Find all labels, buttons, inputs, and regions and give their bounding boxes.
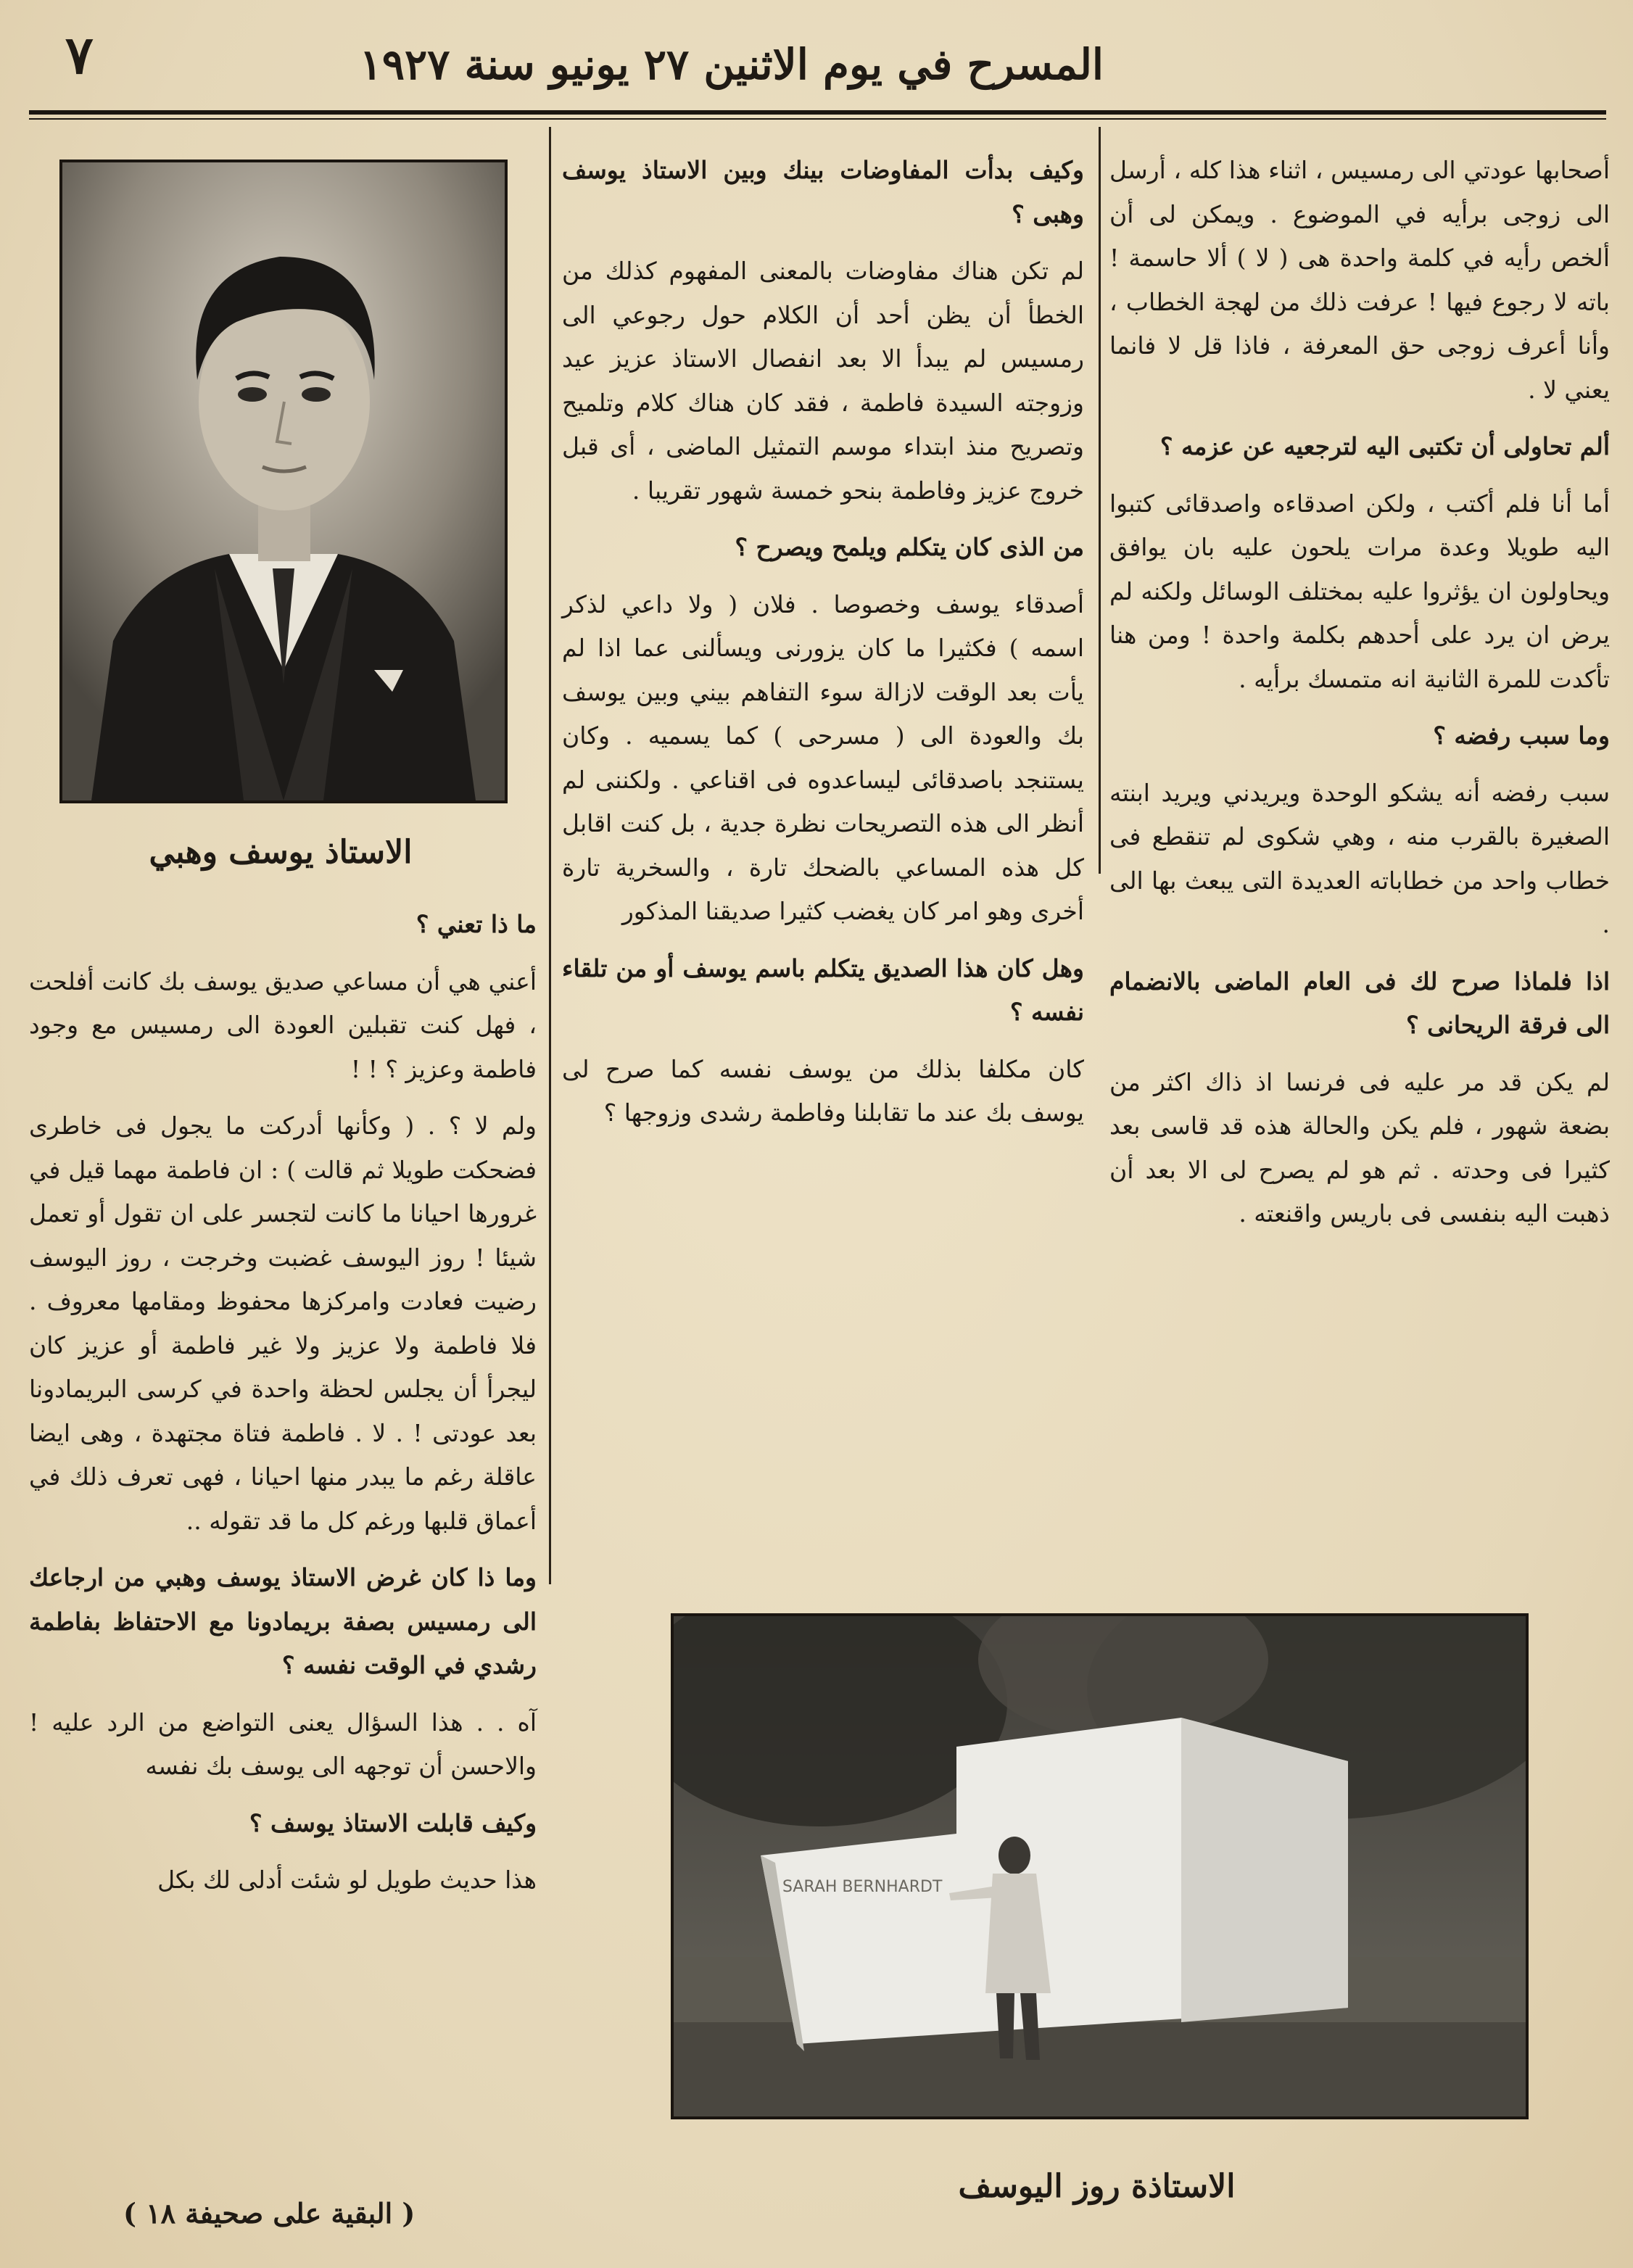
- article-column-right: [1109, 149, 1610, 1249]
- paragraph-middle: لم تكن هناك مفاوضات بالمعنى المفهوم كذلك من الخطأ أن يظن أحد أن الكلام حول رجوعي الى رمسيس لم يبدأ الا بعد انفصال الاستاذ عزيز عيد وزوجته السيدة فاطمة ، فقد كان هناك كلام وتلميح وتصريح منذ ابتداء موسم التمثيل الماضى ، أى قبل خروج عزيز وفاطمة بنحو خمسة شهور تقريبا .: [562, 257, 1084, 505]
- paragraph-middle: أصدقاء يوسف وخصوصا . فلان ( ولا داعي لذكر اسمه ) فكثيرا ما كان يزورنى ويسألنى عما اذا لم يأت بعد الوقت لازالة سوء التفاهم بيني وبين يوسف بك والعودة الى ( مسرحى ) كما يسميه . وكان يستنجد باصدقائى ليساعدوه فى اقناعي . ولكننى لم أنظر الى هذه التصريحات نظرة جدية ، بل كنت اقابل كل هذه المساعي بالضحك تارة ، والسخرية تارة أخرى وهو امر كان يغضب كثيرا صديقنا المذكور: [562, 589, 1084, 925]
- paragraph-right: وما سبب رفضه ؟: [1433, 721, 1610, 750]
- paragraph-left: ما ذا تعني ؟: [416, 910, 537, 938]
- article-column-left: [29, 903, 537, 1916]
- paragraph-middle: وهل كان هذا الصديق يتكلم باسم يوسف أو من تلقاء نفسه ؟: [562, 953, 1084, 1026]
- paragraph-middle: وكيف بدأت المفاوضات بينك وبين الاستاذ يوسف وهبى ؟: [562, 156, 1084, 228]
- page-number: ٧: [65, 24, 94, 86]
- paragraph-left: هذا حديث طويل لو شئت أدلى لك بكل: [157, 1866, 537, 1894]
- paragraph-left: آه . . هذا السؤال يعنى التواضع من الرد عليه ! والاحسن أن توجهه الى يوسف بك نفسه: [29, 1708, 537, 1780]
- tomb-photo: [671, 1613, 1529, 2119]
- column-divider-left: [549, 127, 551, 1584]
- paragraph-right: سبب رفضه أنه يشكو الوحدة ويريدني ويريد ابنته الصغيرة بالقرب منه ، وهي شكوى لم تنقطع فى خطاب واحد من خطاباته العديدة التى يبعث بها الى .: [1109, 778, 1610, 938]
- paragraph-right: ألم تحاولى أن تكتبى اليه لترجعيه عن عزمه ؟: [1159, 432, 1610, 460]
- portrait-photo: [59, 160, 508, 803]
- paragraph-left: وكيف قابلت الاستاذ يوسف ؟: [249, 1808, 537, 1837]
- paragraph-middle: كان مكلفا بذلك من يوسف نفسه كما صرح لى يوسف بك عند ما تقابلنا وفاطمة رشدى وزوجها ؟: [562, 1054, 1084, 1127]
- paragraph-right: أما أنا فلم أكتب ، ولكن اصدقاءه واصدقائى كتبوا اليه طويلا وعدة مرات يلحون عليه بان يوافق ويحاولون ان يؤثروا عليه بمختلف الوسائل ولكنه لم يرض ان يرد على أحدهم بكلمة واحدة ! ومن هنا تأكدت للمرة الثانية انه متمسك برأيه .: [1109, 489, 1610, 693]
- header-rule-thin: [29, 118, 1606, 120]
- tomb-caption: الاستاذة روز اليوسف: [958, 2168, 1236, 2205]
- paragraph-right: اذا فلماذا صرح لك فى العام الماضى بالانضمام الى فرقة الريحانى ؟: [1109, 967, 1610, 1039]
- header-rule: [29, 110, 1606, 115]
- tomb-illustration: [674, 1616, 1526, 2116]
- header-title: المسرح في يوم الاثنين ٢٧ يونيو سنة ١٩٢٧: [359, 40, 1104, 89]
- paragraph-right: لم يكن قد مر عليه فى فرنسا اذ ذاك اكثر من بضعة شهور ، فلم يكن والحالة هذه قد قاسى بعد كثيرا فى وحدته . ثم هو لم يصرح لى الا بعد أن ذهبت اليه بنفسى فى باريس واقنعته .: [1109, 1067, 1610, 1228]
- tomb-inscription: SARAH BERNHARDT: [782, 1878, 943, 1896]
- paragraph-left: ولم لا ؟ . ( وكأنها أدركت ما يجول فى خاطرى فضحكت طويلا ثم قالت ) : ان فاطمة مهما قيل في غرورها احيانا ما كانت لتجسر على ان تقول أو تعمل شيئا ! روز اليوسف غضبت وخرجت ، روز اليوسف رضيت فعادت وامركزها محفوظ ومقامها معروف . فلا فاطمة ولا عزيز ولا غير فاطمة أو عزيز كان ليجرأ أن يجلس لحظة واحدة في كرسى البريمادونا بعد عودتى ! . لا . فاطمة فتاة مجتهدة ، وهى ايضا عاقلة رغم ما يبدر منها احيانا ، فهى تعرف ذلك في أعماق قلبها ورغم كل ما قد تقوله ..: [29, 1112, 537, 1535]
- continued-note: ( البقية على صحيفة ١٨ ): [123, 2197, 416, 2230]
- paragraph-right: أصحابها عودتي الى رمسيس ، اثناء هذا كله ، أرسل الى زوجى برأيه في الموضوع . ويمكن لى أن ألخص رأيه في كلمة واحدة هى ( لا ) ألا حاسمة ! باته لا رجوع فيها ! عرفت ذلك من لهجة الخطاب ، وأنا أعرف زوجى حق المعرفة ، فاذا قل لا فانما يعني لا .: [1109, 156, 1610, 404]
- paragraph-left: وما ذا كان غرض الاستاذ يوسف وهبي من ارجاعك الى رمسيس بصفة بريمادونا مع الاحتفاظ بفاطمة رشدي في الوقت نفسه ؟: [29, 1563, 537, 1679]
- column-divider-right: [1099, 127, 1101, 874]
- portrait-caption: الاستاذ يوسف وهبي: [149, 834, 413, 871]
- paragraph-left: أعني هي أن مساعي صديق يوسف بك كانت أفلحت ، فهل كنت تقبلين العودة الى رمسيس مع وجود فاطمة وعزيز ؟ ! !: [29, 967, 537, 1083]
- portrait-illustration: [62, 162, 505, 800]
- article-column-middle: [562, 149, 1084, 1149]
- paragraph-middle: من الذى كان يتكلم ويلمح ويصرح ؟: [735, 533, 1084, 561]
